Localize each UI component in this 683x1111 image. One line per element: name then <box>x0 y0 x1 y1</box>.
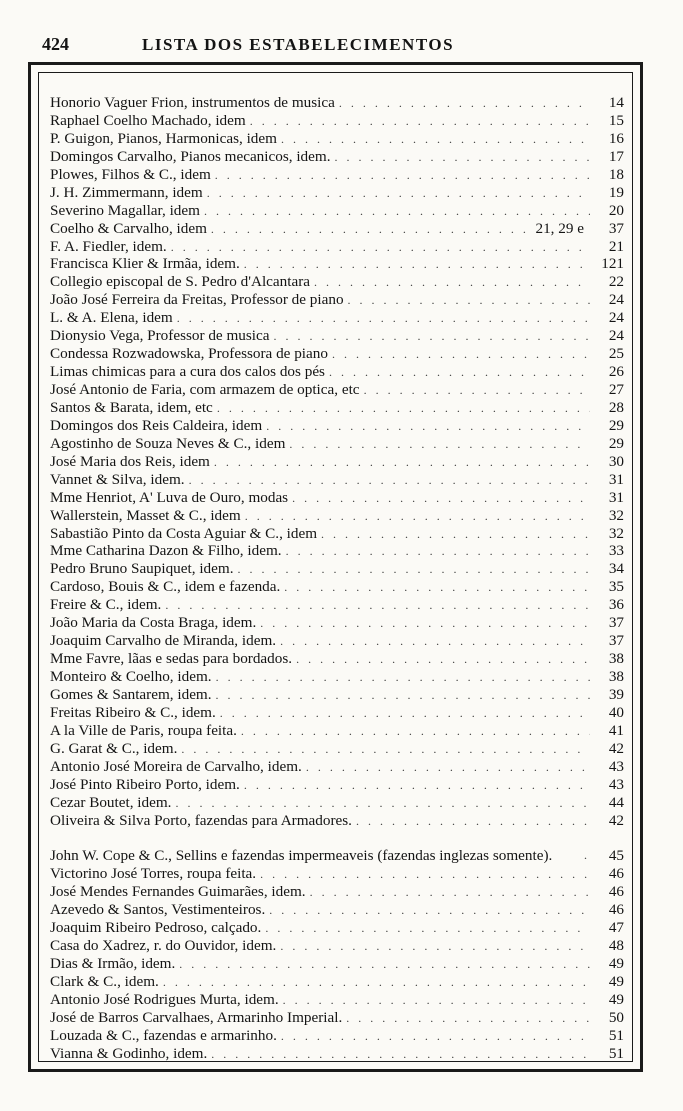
leader-dots <box>289 436 590 453</box>
entry-page-number: 38 <box>608 650 624 668</box>
entry-name: Mme Henriot, A' Luva de Ouro, modas <box>50 488 289 506</box>
list-item <box>50 220 624 238</box>
entry-page-number: 44 <box>608 793 624 811</box>
entry-page-number: 19 <box>608 183 624 201</box>
entry-name: Wallerstein, Masset & C., idem <box>50 506 241 524</box>
list-item <box>50 794 624 812</box>
list-item <box>50 1045 624 1063</box>
entry-page-number: 26 <box>608 363 624 381</box>
leader-dots <box>273 328 590 345</box>
list-item <box>50 973 624 991</box>
entry-page-number: 37 <box>608 632 624 650</box>
entry-name: João José Ferreira da Freitas, Professor de piano <box>50 291 344 309</box>
leader-dots <box>356 813 590 830</box>
entry-name: José Antonio de Faria, com armazem de optica, etc <box>50 381 360 398</box>
entry-page-number: 49 <box>608 955 624 973</box>
list-item <box>50 740 624 758</box>
list-item <box>50 722 624 740</box>
entry-name: Casa do Xadrez, r. do Ouvidor, idem. <box>50 937 277 955</box>
entry-name: Freitas Ribeiro & C., idem. <box>50 703 216 721</box>
leader-dots <box>245 508 590 525</box>
leader-dots <box>260 615 590 632</box>
leader-dots <box>310 884 590 901</box>
leader-dots <box>217 400 590 417</box>
entry-page-number: 28 <box>608 398 624 416</box>
entry-page-number: 39 <box>608 685 624 703</box>
entry-page-number: 42 <box>608 811 624 829</box>
leader-dots <box>163 974 590 991</box>
leader-dots <box>241 723 590 740</box>
leader-dots <box>281 131 590 148</box>
entry-name: José Pinto Ribeiro Porto, idem. <box>50 775 240 793</box>
list-item <box>50 865 624 883</box>
list-item <box>50 345 624 363</box>
entry-name: Cezar Boutet, idem. <box>50 793 172 811</box>
leader-dots <box>177 310 590 327</box>
entry-name: Francisca Klier & Irmãa, idem. <box>50 255 240 273</box>
entry-page-number: 29 <box>608 434 624 452</box>
page-number: 424 <box>42 34 69 54</box>
entry-page-number: 41 <box>608 721 624 739</box>
leader-dots <box>280 633 590 650</box>
entry-page-number: 34 <box>608 560 624 578</box>
running-title: LISTA DOS ESTABELECIMENTOS <box>142 35 455 54</box>
entry-name: A la Ville de Paris, roupa feita. <box>50 721 237 739</box>
entry-page-number: 29 <box>608 416 624 434</box>
entry-page-number: 25 <box>608 345 624 363</box>
entry-name: John W. Cope & C., Sellins e fazendas impermeaveis (fazendas inglezas somente). <box>50 847 553 865</box>
entry-page-number: 14 <box>608 94 624 111</box>
entry-name: Antonio José Moreira de Carvalho, idem. <box>50 757 302 775</box>
entry-page-number: 30 <box>608 452 624 470</box>
leader-dots <box>584 847 590 865</box>
page-header <box>42 34 512 56</box>
entry-page-number: 46 <box>608 901 624 919</box>
entry-page-number: 35 <box>608 578 624 596</box>
list-item <box>50 453 624 471</box>
entry-name: Vannet & Silva, idem. <box>50 470 185 488</box>
entry-page-number: 22 <box>608 273 624 291</box>
entry-name: José Maria dos Reis, idem <box>50 452 210 470</box>
leader-dots <box>346 1010 590 1027</box>
entry-name: F. A. Fiedler, idem. <box>50 237 167 255</box>
list-item <box>50 130 624 148</box>
list-item <box>50 704 624 722</box>
entry-name: Monteiro & Coelho, idem. <box>50 668 212 685</box>
entry-page-number: 37 <box>608 219 624 237</box>
leader-dots <box>335 149 590 166</box>
entry-name: Mme Catharina Dazon & Filho, idem. <box>50 542 282 560</box>
list-item <box>50 112 624 130</box>
list-item <box>50 435 624 453</box>
leader-dots <box>260 866 590 883</box>
entry-page-number: 21 <box>608 237 624 255</box>
entry-page-number: 49 <box>608 990 624 1008</box>
entry-page-number: 42 <box>608 739 624 757</box>
leader-dots <box>280 938 590 955</box>
leader-dots <box>189 472 590 489</box>
entry-page-number: 51 <box>608 1044 624 1062</box>
entry-page-number: 17 <box>608 147 624 165</box>
leader-dots <box>244 777 590 794</box>
list-item <box>50 525 624 543</box>
list-item <box>50 417 624 435</box>
entry-name: Limas chimicas para a cura dos calos dos pés <box>50 363 325 381</box>
leader-dots <box>265 920 590 937</box>
entry-page-number: 24 <box>608 309 624 327</box>
entry-name: Domingos Carvalho, Pianos mecanicos, idem. <box>50 147 331 165</box>
entry-name: Dionysio Vega, Professor de musica <box>50 327 270 345</box>
entry-name: José de Barros Carvalhaes, Armarinho Imperial. <box>50 1008 343 1026</box>
list-item <box>50 309 624 327</box>
list-item <box>50 471 624 489</box>
entry-name: Clark & C., idem. <box>50 972 159 990</box>
list-item <box>50 937 624 955</box>
list-item <box>50 202 624 220</box>
entry-name: Plowes, Filhos & C., idem <box>50 165 211 183</box>
list-item <box>50 578 624 596</box>
list-item <box>50 255 624 273</box>
leader-dots <box>244 256 590 273</box>
list-item <box>50 363 624 381</box>
entry-name: Severino Magallar, idem <box>50 201 200 219</box>
entry-name: Coelho & Carvalho, idem <box>50 219 207 237</box>
entry-page-number: 18 <box>608 165 624 183</box>
list-item <box>50 901 624 919</box>
entry-page-number: 31 <box>608 488 624 506</box>
list-item <box>50 632 624 650</box>
entry-name: Freire & C., idem. <box>50 596 162 614</box>
leader-dots <box>179 956 590 973</box>
leader-dots <box>171 239 590 256</box>
entry-name: Gomes & Santarem, idem. <box>50 685 212 703</box>
leader-dots <box>348 292 590 309</box>
entry-page-number: 50 <box>608 1008 624 1026</box>
entry-name: L. & A. Elena, idem <box>50 309 173 327</box>
list-item <box>50 668 624 686</box>
entry-page-number: 49 <box>608 972 624 990</box>
entry-page-number: 48 <box>608 937 624 955</box>
list-item <box>50 507 624 525</box>
leader-dots <box>266 418 590 435</box>
entry-name: Pedro Bruno Saupiquet, idem. <box>50 560 234 578</box>
entry-name: Azevedo & Santos, Vestimenteiros. <box>50 901 266 919</box>
entry-page-number: 37 <box>608 614 624 632</box>
entry-page-number: 45 <box>608 847 624 865</box>
entry-page-number: 36 <box>608 596 624 614</box>
entry-name: Condessa Rozwadowska, Professora de piano <box>50 345 328 363</box>
list-item <box>50 686 624 704</box>
entry-page-number: 32 <box>608 506 624 524</box>
entry-name: Santos & Barata, idem, etc <box>50 398 213 416</box>
leader-dots <box>292 490 590 507</box>
leader-dots <box>286 543 590 560</box>
entry-page-number: 24 <box>608 327 624 345</box>
entry-page-number: 51 <box>608 1026 624 1044</box>
list-item <box>50 758 624 776</box>
leader-dots <box>216 669 590 686</box>
entry-name: João Maria da Costa Braga, idem. <box>50 614 257 632</box>
list-item <box>50 560 624 578</box>
leader-dots <box>216 687 590 704</box>
entry-name: Dias & Irmão, idem. <box>50 955 176 973</box>
entry-name: Antonio José Rodrigues Murta, idem. <box>50 990 279 1008</box>
entry-page-number: 32 <box>608 524 624 542</box>
leader-dots <box>306 759 590 776</box>
entry-name: Agostinho de Souza Neves & C., idem <box>50 434 286 452</box>
list-item <box>50 542 624 560</box>
leader-dots <box>220 705 590 722</box>
entry-page-number: 16 <box>608 129 624 147</box>
entry-name: Joaquim Ribeiro Pedroso, calçado. <box>50 919 262 937</box>
entry-page-number: 46 <box>608 883 624 901</box>
entry-page-number: 38 <box>608 668 624 685</box>
leader-dots <box>284 579 590 596</box>
entry-page-number: 43 <box>608 757 624 775</box>
establishment-list <box>50 94 624 1063</box>
entry-name: Mme Favre, lãas e sedas para bordados. <box>50 650 293 668</box>
list-item <box>50 1009 624 1027</box>
list-item <box>50 650 624 668</box>
entry-page-number: 43 <box>608 775 624 793</box>
list-item <box>50 238 624 256</box>
list-item <box>50 399 624 417</box>
list-item <box>50 273 624 291</box>
leader-dots <box>250 113 590 130</box>
list-item <box>50 381 624 399</box>
entry-name: Domingos dos Reis Caldeira, idem <box>50 416 263 434</box>
list-item <box>50 291 624 309</box>
list-item <box>50 955 624 973</box>
leader-dots <box>181 741 590 758</box>
entry-name: Victorino José Torres, roupa feita. <box>50 865 257 883</box>
leader-dots <box>321 526 590 543</box>
list-item <box>50 919 624 937</box>
list-item <box>50 94 624 112</box>
entry-page-number: 24 <box>608 291 624 309</box>
entry-page-number: 27 <box>608 381 624 398</box>
leader-dots <box>175 795 590 812</box>
entry-name: G. Garat & C., idem. <box>50 739 178 757</box>
list-item <box>50 489 624 507</box>
list-item <box>50 614 624 632</box>
list-item <box>50 148 624 166</box>
leader-dots <box>215 167 590 184</box>
entry-name: Honorio Vaguer Frion, instrumentos de musica <box>50 94 335 111</box>
entry-name: Louzada & C., fazendas e armarinho. <box>50 1026 277 1044</box>
leader-dots <box>269 902 590 919</box>
leader-dots <box>281 1028 590 1045</box>
list-item <box>50 596 624 614</box>
entry-page-number: 46 <box>608 865 624 883</box>
leader-dots <box>207 185 590 202</box>
list-item <box>50 184 624 202</box>
entry-name: Vianna & Godinho, idem. <box>50 1044 208 1062</box>
entry-page-number: 15 <box>608 111 624 129</box>
entry-name: J. H. Zimmermann, idem <box>50 183 203 201</box>
entry-page-number: 47 <box>608 919 624 937</box>
entry-page-number: 121 <box>601 255 624 273</box>
entry-page-number: 31 <box>608 470 624 488</box>
leader-dots <box>238 561 591 578</box>
list-item <box>50 776 624 794</box>
leader-dots <box>204 203 590 220</box>
list-item <box>50 829 624 865</box>
list-item <box>50 883 624 901</box>
leader-dots <box>364 382 590 399</box>
leader-dots <box>283 992 590 1009</box>
list-item <box>50 812 624 830</box>
leader-dots <box>339 95 590 112</box>
leader-dots <box>329 364 590 381</box>
entry-name: Oliveira & Silva Porto, fazendas para Armadores. <box>50 811 352 829</box>
leader-dots <box>165 597 590 614</box>
entry-page-number: 33 <box>608 542 624 560</box>
leader-dots <box>211 1046 590 1063</box>
list-item <box>50 166 624 184</box>
leader-dots <box>314 274 590 291</box>
entry-name: Sabastião Pinto da Costa Aguiar & C., idem <box>50 524 318 542</box>
entry-name: Cardoso, Bouis & C., idem e fazenda. <box>50 578 281 596</box>
entry-page-number: 20 <box>608 201 624 219</box>
entry-name: Joaquim Carvalho de Miranda, idem. <box>50 632 277 650</box>
entry-name: Raphael Coelho Machado, idem <box>50 111 246 129</box>
leader-dots <box>214 454 590 471</box>
entry-page-number: 40 <box>608 703 624 721</box>
list-item <box>50 327 624 345</box>
entry-name: Collegio episcopal de S. Pedro d'Alcantara <box>50 273 311 291</box>
entry-name: P. Guigon, Pianos, Harmonicas, idem <box>50 129 277 147</box>
leader-dots <box>211 221 532 238</box>
leader-dots <box>332 346 590 363</box>
entry-extra-pages: 21, 29 e <box>535 219 584 237</box>
list-item <box>50 1027 624 1045</box>
list-item <box>50 991 624 1009</box>
leader-dots <box>296 651 590 668</box>
entry-name: José Mendes Fernandes Guimarães, idem. <box>50 883 306 901</box>
